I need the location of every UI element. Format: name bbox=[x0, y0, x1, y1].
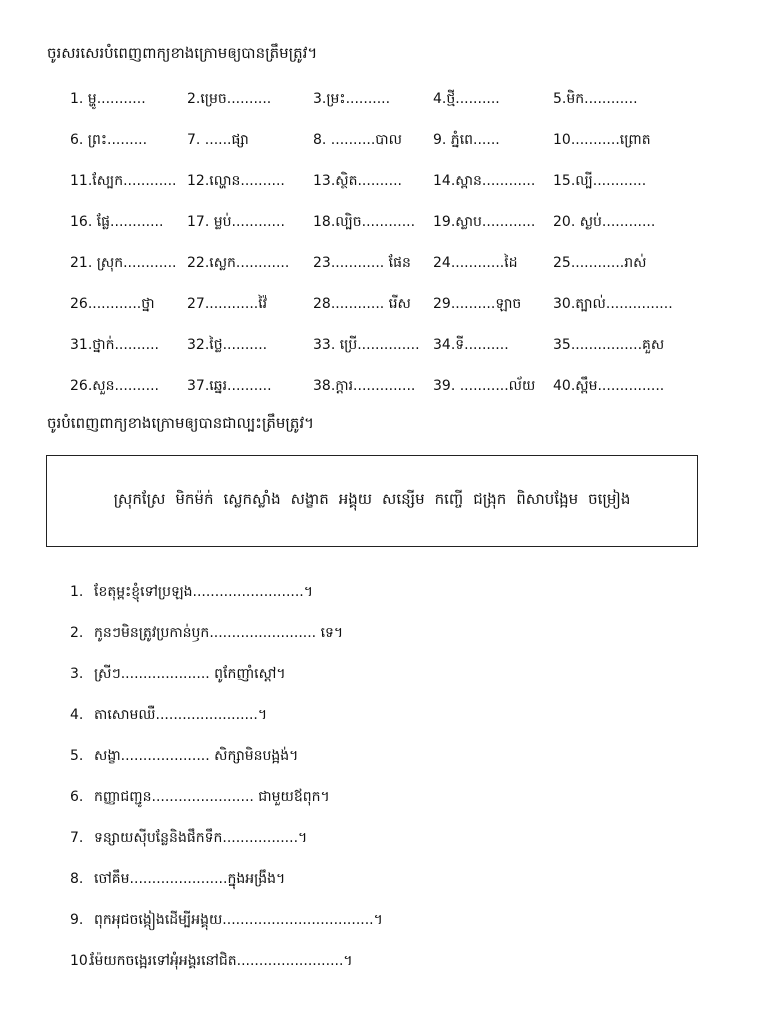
fill-in-word-item: 37.ឆ្នេរ.......... bbox=[187, 378, 272, 394]
fill-in-word-item: 21. ស្រុក............ bbox=[70, 255, 177, 271]
fill-in-word-item: 18.ល្បិច............ bbox=[313, 214, 416, 230]
sentence-line bbox=[70, 706, 267, 724]
fill-in-word-item: 16. ផ្លែ............ bbox=[70, 214, 164, 230]
fill-in-word-item: 35................គួស bbox=[553, 337, 665, 353]
sentence-line bbox=[70, 747, 298, 765]
fill-in-word-item: 2.ម្រេច.......... bbox=[187, 91, 272, 107]
sentence-text: ទន្សាយស៊ីបន្លែនិងផឹកទឹក.................។ bbox=[94, 830, 308, 846]
sentence-line bbox=[70, 911, 383, 929]
fill-in-word-item: 7. ......ផ្សា bbox=[187, 132, 249, 148]
sentence-text: ម៉ែយកចង្អេរទៅអុំអង្គរនៅជិត........................។ bbox=[90, 953, 353, 969]
sentence-text: កូនៗមិនត្រូវប្រកាន់ឫក........................ ទេ។ bbox=[94, 625, 344, 641]
fill-in-word-item: 5.មិក............ bbox=[553, 91, 638, 107]
sentence-number: 1. bbox=[70, 584, 84, 600]
fill-in-word-item: 25............រាស់ bbox=[553, 255, 647, 271]
sentence-line bbox=[70, 583, 313, 601]
fill-in-word-item: 8. ..........បាល bbox=[313, 132, 402, 148]
word-bank-item: ពិសាបង្អែម bbox=[516, 490, 579, 508]
word-bank-item: ជង្រុក bbox=[473, 490, 507, 508]
sentence-number: 9. bbox=[70, 912, 84, 928]
sentence-text: ចៅគឹម......................ក្នុងអង្រឹង។ bbox=[94, 871, 286, 887]
sentence-number: 7. bbox=[70, 830, 84, 846]
fill-in-word-item: 11.ស្បែក............ bbox=[70, 173, 177, 189]
fill-in-word-item: 39. ...........ល័យ bbox=[433, 378, 536, 394]
word-bank-box bbox=[46, 455, 698, 547]
fill-in-word-item: 22.ស្លេក............ bbox=[187, 255, 290, 271]
sentence-number: 8. bbox=[70, 871, 84, 887]
fill-in-word-item: 38.ក្ដារ.............. bbox=[313, 378, 416, 394]
sentence-number: 4. bbox=[70, 707, 84, 723]
fill-in-word-item: 24............ដៃ bbox=[433, 255, 518, 271]
fill-in-word-item: 10...........ព្រោត bbox=[553, 132, 651, 148]
sentence-line bbox=[70, 829, 307, 847]
word-bank-item: អង្គុយ bbox=[338, 490, 373, 508]
fill-in-word-item: 28............ រើស bbox=[313, 296, 411, 312]
sentence-line bbox=[70, 788, 330, 806]
word-bank-item: ស្លេកស្លាំង bbox=[223, 490, 281, 508]
fill-in-word-item: 19.ស្លាប............ bbox=[433, 214, 536, 230]
fill-in-word-item: 20. ស្ងប់............ bbox=[553, 214, 656, 230]
fill-in-word-item: 9. ភ្នំពេ...... bbox=[433, 132, 500, 148]
sentence-text: ស្រីៗ.................... ពូកែញាំស្តៅ។ bbox=[94, 666, 286, 682]
fill-in-word-item: 14.ស្ពាន............ bbox=[433, 173, 536, 189]
fill-in-word-item: 23............ ផែន bbox=[313, 255, 411, 271]
sentence-number: 6. bbox=[70, 789, 84, 805]
fill-in-word-item: 30.ត្បាល់............... bbox=[553, 296, 673, 312]
sentence-number: 5. bbox=[70, 748, 84, 764]
fill-in-word-item: 26.សួន.......... bbox=[70, 378, 159, 394]
fill-in-word-item: 1. ម្ហូ........... bbox=[70, 91, 146, 107]
word-bank-item: កញ្ចើ bbox=[434, 490, 464, 508]
fill-in-word-item: 3.ម្រះ.......... bbox=[313, 91, 391, 107]
sentence-line bbox=[70, 952, 353, 970]
fill-in-word-item: 34.ទី.......... bbox=[433, 337, 509, 353]
sentence-line bbox=[70, 870, 285, 888]
sentence-text: កញ្ញាជញ្ជូន....................... ជាមួយឪពុក។ bbox=[94, 789, 330, 805]
fill-in-word-item: 40.ស្ពឹម............... bbox=[553, 378, 665, 394]
sentence-text: តាសោមឈឺ.......................។ bbox=[94, 707, 268, 723]
exercise2-instruction: ចូរបំពេញពាក្យខាងក្រោមឲ្យបានជាល្បះត្រឹមត្រូវ។ bbox=[47, 414, 315, 432]
word-bank-item: សន្សើម bbox=[382, 490, 425, 508]
fill-in-word-item: 31.ថ្នាក់.......... bbox=[70, 337, 159, 353]
sentence-text: ពុកអុជចង្កៀងដើម្បីអង្គុយ..................................។ bbox=[94, 912, 383, 928]
sentence-number: 10. bbox=[70, 953, 93, 969]
word-bank-item: ចម្រៀង bbox=[588, 490, 631, 508]
fill-in-word-item: 13.ស្ថិត.......... bbox=[313, 173, 402, 189]
sentence-number: 3. bbox=[70, 666, 84, 682]
fill-in-word-item: 29..........ឡាច bbox=[433, 296, 522, 312]
fill-in-word-item: 15.ល្បី............ bbox=[553, 173, 647, 189]
fill-in-word-item: 12.ល្ហោន.......... bbox=[187, 173, 285, 189]
fill-in-word-item: 4.ថ្មី.......... bbox=[433, 91, 500, 107]
sentence-number: 2. bbox=[70, 625, 84, 641]
fill-in-word-item: 17. ម្លប់............ bbox=[187, 214, 285, 230]
fill-in-word-item: 6. ព្រះ......... bbox=[70, 132, 148, 148]
fill-in-word-item: 26............ថ្នា bbox=[70, 296, 155, 312]
sentence-text: សង្ខា.................... សិក្សាមិនបង្អង់។ bbox=[94, 748, 299, 764]
sentence-line bbox=[70, 624, 343, 642]
sentence-text: ខែតុម្ពះខ្ញុំទៅប្រឡង.........................។ bbox=[94, 584, 313, 600]
fill-in-word-item: 32.ថ្លៃ.......... bbox=[187, 337, 268, 353]
fill-in-word-item: 33. ប្រើ.............. bbox=[313, 337, 420, 353]
fill-in-word-item: 27............វ៉ៃ bbox=[187, 296, 268, 312]
word-bank-item: មិកម៉ក់ bbox=[175, 490, 214, 508]
exercise1-instruction: ចូរសរសេរបំពេញពាក្យខាងក្រោមឲ្យបានត្រឹមត្រូវ។ bbox=[47, 44, 318, 62]
word-bank-item: សង្ខាត bbox=[290, 490, 329, 508]
word-bank-item: ស្រុកស្រែ bbox=[113, 490, 166, 508]
sentence-line bbox=[70, 665, 286, 683]
